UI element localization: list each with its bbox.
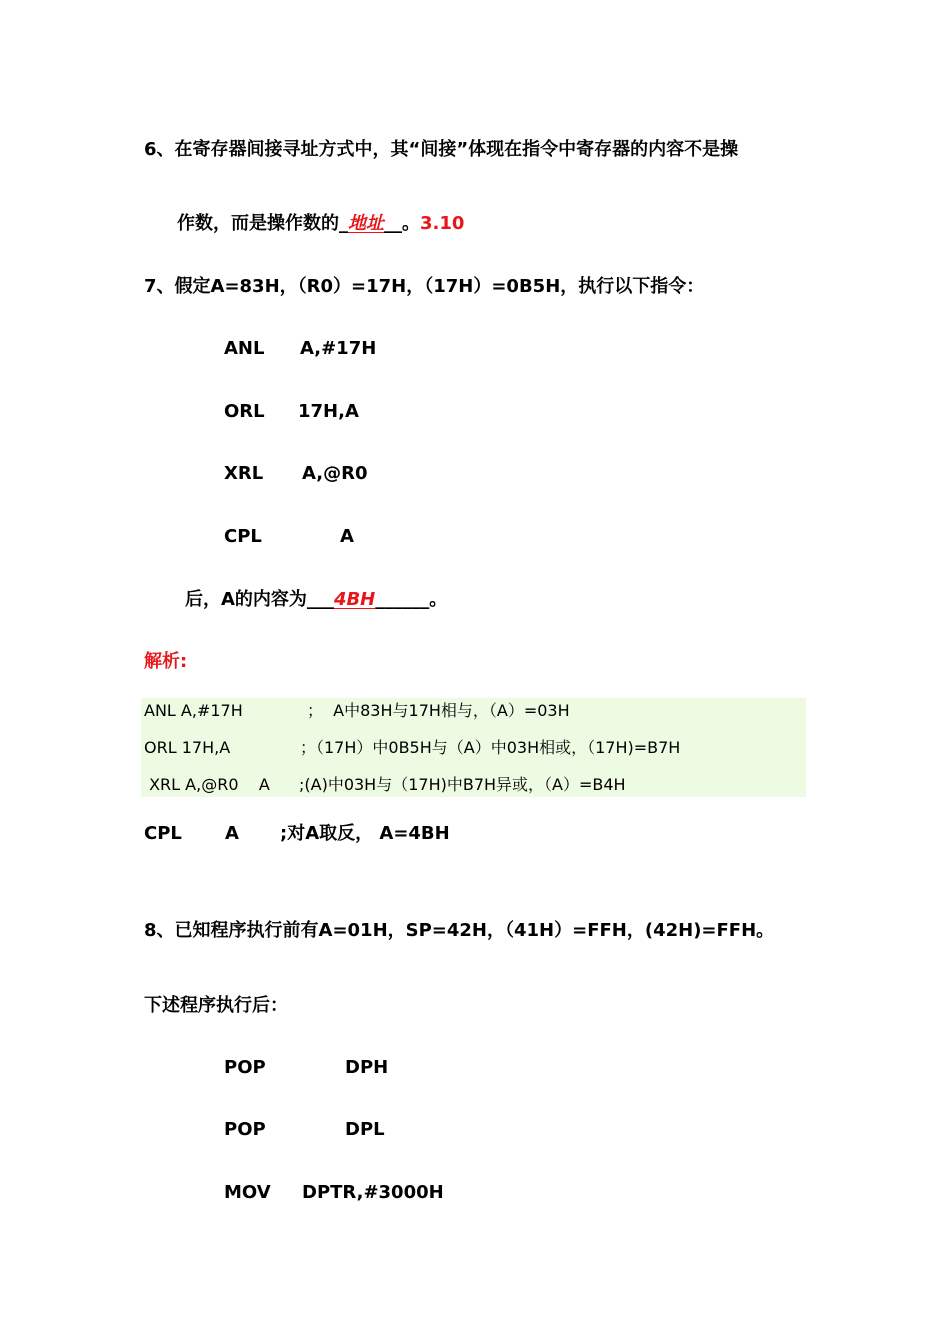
- q7-op-2: ORL: [224, 401, 265, 422]
- q7-result-prefix: 后，A的内容为: [185, 589, 307, 610]
- analysis-code-2: ORL 17H,A: [144, 738, 231, 757]
- analysis-comment-1: ； A中83H与17H相与，（A）=03H: [307, 701, 570, 720]
- analysis-comment-2: ；（17H）中0B5H与（A）中03H相或，（17H)=B7H: [300, 738, 681, 757]
- analysis-comment-3: ;(A)中03H与（17H)中B7H异或，（A）=B4H: [299, 775, 626, 794]
- q6-suffix: 。: [402, 213, 420, 234]
- q7-op-1: ANL: [224, 338, 265, 359]
- analysis-title: 解析:: [144, 651, 188, 672]
- q6-blank-tail: __: [384, 213, 402, 234]
- analysis-code-1: ANL A,#17H: [144, 701, 243, 720]
- q8-arg-2: DPL: [345, 1119, 385, 1140]
- q7-op-3: XRL: [224, 463, 264, 484]
- q7-result-suffix: 。: [429, 589, 448, 610]
- analysis-cpl-arg: A: [225, 823, 239, 844]
- q7-line1: 7、假定A=83H，（R0）=17H，（17H）=0B5H，执行以下指令：: [144, 276, 705, 297]
- q8-op-3: MOV: [224, 1182, 271, 1203]
- q6-prefix: 作数，而是操作数的: [177, 213, 339, 234]
- q8-op-2: POP: [224, 1119, 266, 1140]
- q7-blank-lead: ___: [306, 589, 334, 610]
- q8-arg-1: DPH: [345, 1057, 389, 1078]
- q7-arg-2: 17H,A: [298, 401, 359, 422]
- q7-answer: 4BH: [333, 589, 376, 610]
- q6-ref: 3.10: [420, 213, 465, 234]
- q7-result: [185, 589, 447, 611]
- analysis-cpl-comment: ;对A取反， A=4BH: [280, 823, 450, 844]
- analysis-cpl-op: CPL: [144, 823, 182, 844]
- q8-arg-3: DPTR,#3000H: [302, 1182, 444, 1203]
- analysis-code-3: XRL A,@R0 A: [144, 775, 270, 794]
- q8-op-1: POP: [224, 1057, 266, 1078]
- q6-answer: 地址: [348, 213, 384, 234]
- q8-line1: 8、已知程序执行前有A=01H，SP=42H，（41H）=FFH，(42H)=FFH。: [144, 920, 775, 941]
- q7-arg-4: A: [340, 526, 354, 547]
- q7-arg-3: A,@R0: [302, 463, 368, 484]
- q6-line2: [177, 213, 464, 235]
- q8-line2: 下述程序执行后：: [144, 995, 288, 1016]
- q7-op-4: CPL: [224, 526, 262, 547]
- q6-line1: 6、在寄存器间接寻址方式中，其“间接”体现在指令中寄存器的内容不是操: [144, 139, 739, 160]
- q6-blank-lead: _: [339, 213, 348, 234]
- q7-blank-tail: ______: [375, 589, 430, 610]
- q7-arg-1: A,#17H: [300, 338, 377, 359]
